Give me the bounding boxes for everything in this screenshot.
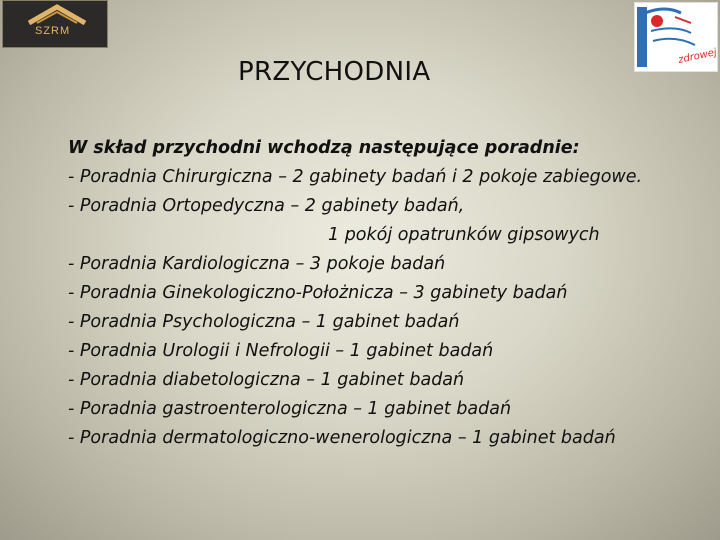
list-item: - Poradnia Ortopedyczna – 2 gabinety badań, [68,196,465,216]
list-item: - Poradnia Psychologiczna – 1 gabinet badań [68,312,460,332]
szrm-logo [2,0,108,48]
list-item: - Poradnia Chirurgiczna – 2 gabinety badań i 2 pokoje zabiegowe. [68,167,643,187]
list-item: - Poradnia Kardiologiczna – 3 pokoje badań [68,254,446,274]
campaign-logo-graphic [635,3,717,71]
campaign-logo [634,2,718,72]
list-item: - Poradnia diabetologiczna – 1 gabinet badań [68,370,465,390]
list-item: - Poradnia dermatologiczno-wenerologiczna – 1 gabinet badań [68,428,616,448]
list-item-continuation: 1 pokój opatrunków gipsowych [328,225,600,245]
logo-text: SZRM [35,25,71,37]
intro-heading: W skład przychodni wchodzą następujące poradnie: [68,138,580,158]
campaign-logo-text: zdrowej [677,47,717,66]
list-item: - Poradnia Urologii i Nefrologii – 1 gabinet badań [68,341,494,361]
page-title: PRZYCHODNIA [238,57,431,87]
list-item: - Poradnia gastroenterologiczna – 1 gabinet badań [68,399,512,419]
clinic-list [68,134,708,453]
list-item: - Poradnia Ginekologiczno-Położnicza – 3 gabinety badań [68,283,568,303]
